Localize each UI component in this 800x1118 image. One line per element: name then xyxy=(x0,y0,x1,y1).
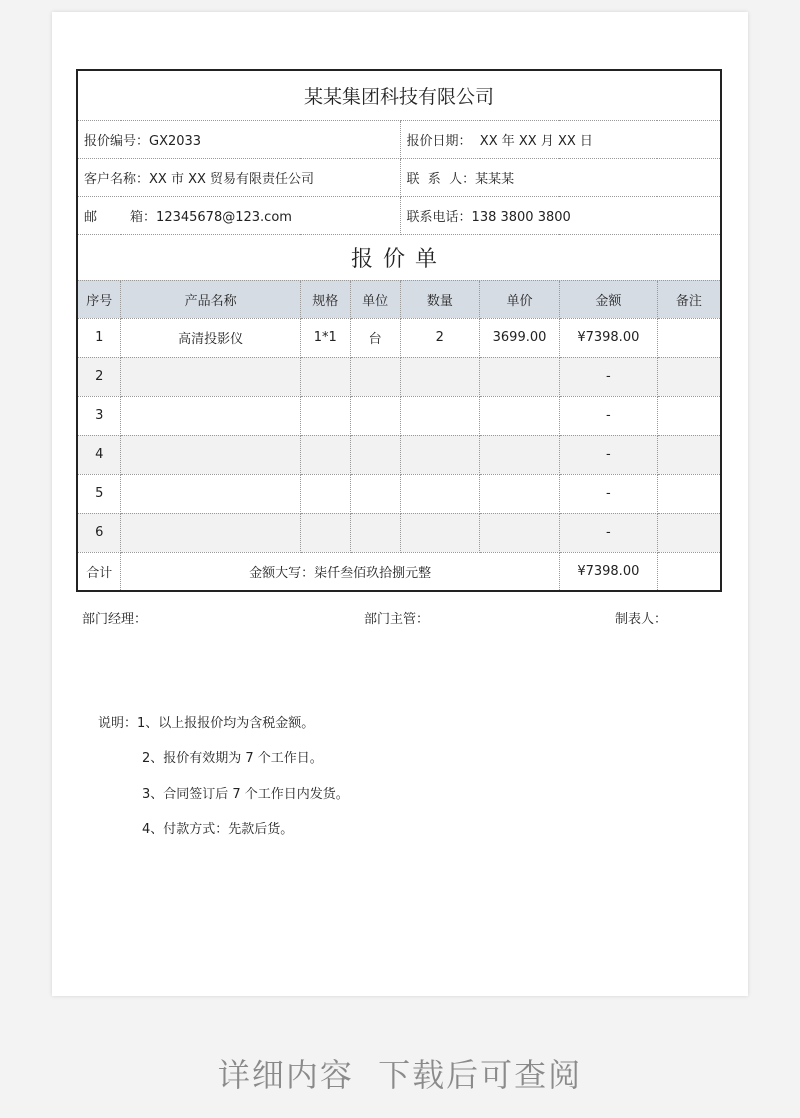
note-2: 2、报价有效期为 7 个工作日。 xyxy=(142,751,323,766)
total-label: 合计 xyxy=(77,552,121,591)
column-header: 备注 xyxy=(657,280,721,318)
table-cell: - xyxy=(559,435,657,474)
table-row xyxy=(77,435,721,474)
table-cell xyxy=(121,396,300,435)
table-cell: 1 xyxy=(77,318,121,357)
table-row xyxy=(77,357,721,396)
table-cell: - xyxy=(559,474,657,513)
table-cell: 台 xyxy=(350,318,400,357)
table-cell xyxy=(657,396,721,435)
table-row xyxy=(77,474,721,513)
table-cell xyxy=(121,474,300,513)
table-cell xyxy=(121,357,300,396)
customer-name: 客户名称：XX 市 XX 贸易有限责任公司 xyxy=(77,158,400,196)
table-cell xyxy=(657,318,721,357)
table-cell xyxy=(121,435,300,474)
quote-date: 报价日期： XX 年 XX 月 XX 日 xyxy=(400,120,721,158)
column-header: 金额 xyxy=(559,280,657,318)
table-cell xyxy=(400,435,480,474)
contact-person: 联 系 人：某某某 xyxy=(400,158,721,196)
quote-number: 报价编号：GX2033 xyxy=(77,120,400,158)
table-cell xyxy=(300,435,350,474)
table-cell xyxy=(400,357,480,396)
note-4: 4、付款方式：先款后货。 xyxy=(142,822,294,837)
table-cell xyxy=(400,474,480,513)
table-cell xyxy=(657,513,721,552)
column-header: 产品名称 xyxy=(121,280,300,318)
note-3: 3、合同签订后 7 个工作日内发货。 xyxy=(142,787,349,802)
table-cell xyxy=(480,513,560,552)
column-header: 规格 xyxy=(300,280,350,318)
table-cell: 2 xyxy=(77,357,121,396)
table-cell xyxy=(657,474,721,513)
table-cell xyxy=(400,396,480,435)
table-cell xyxy=(480,396,560,435)
column-header: 单价 xyxy=(480,280,560,318)
table-cell xyxy=(350,474,400,513)
table-cell: - xyxy=(559,513,657,552)
table-cell xyxy=(121,513,300,552)
table-cell: ¥7398.00 xyxy=(559,318,657,357)
table-cell xyxy=(480,357,560,396)
table-cell xyxy=(657,435,721,474)
amount-in-words: 金额大写：柒仟叁佰玖拾捌元整 xyxy=(121,552,560,591)
signature-preparer: 制表人： xyxy=(615,612,668,627)
table-cell xyxy=(350,396,400,435)
table-cell xyxy=(300,513,350,552)
table-cell: 6 xyxy=(77,513,121,552)
total-amount: ¥7398.00 xyxy=(559,552,657,591)
table-cell xyxy=(480,474,560,513)
note-1: 说明：1、以上报报价均为含税金额。 xyxy=(98,716,315,731)
table-cell xyxy=(300,357,350,396)
table-cell: 1*1 xyxy=(300,318,350,357)
table-cell xyxy=(657,357,721,396)
table-row xyxy=(77,513,721,552)
table-cell: 2 xyxy=(400,318,480,357)
table-cell xyxy=(350,357,400,396)
table-cell: 高清投影仪 xyxy=(121,318,300,357)
table-cell: 3 xyxy=(77,396,121,435)
column-header: 数量 xyxy=(400,280,480,318)
table-cell xyxy=(350,435,400,474)
company-name: 某某集团科技有限公司 xyxy=(77,70,721,120)
table-cell: - xyxy=(559,396,657,435)
table-cell xyxy=(300,396,350,435)
table-cell xyxy=(480,435,560,474)
signature-supervisor: 部门主管： xyxy=(364,612,430,627)
table-cell: 3699.00 xyxy=(480,318,560,357)
quote-table xyxy=(76,69,722,592)
email: 邮 箱：12345678@123.com xyxy=(77,196,400,234)
footer-banner: 详细内容 下载后可查阅 xyxy=(217,1056,583,1094)
table-row xyxy=(77,318,721,357)
table-cell xyxy=(400,513,480,552)
column-headers xyxy=(77,280,721,318)
phone: 联系电话：138 3800 3800 xyxy=(400,196,721,234)
table-cell: - xyxy=(559,357,657,396)
column-header: 单位 xyxy=(350,280,400,318)
table-cell: 5 xyxy=(77,474,121,513)
total-remark xyxy=(657,552,721,591)
total-row xyxy=(77,552,721,591)
signature-manager: 部门经理： xyxy=(82,612,148,627)
table-cell xyxy=(300,474,350,513)
table-row xyxy=(77,396,721,435)
document-heading: 报价单 xyxy=(77,234,721,280)
table-cell xyxy=(350,513,400,552)
table-cell: 4 xyxy=(77,435,121,474)
column-header: 序号 xyxy=(77,280,121,318)
